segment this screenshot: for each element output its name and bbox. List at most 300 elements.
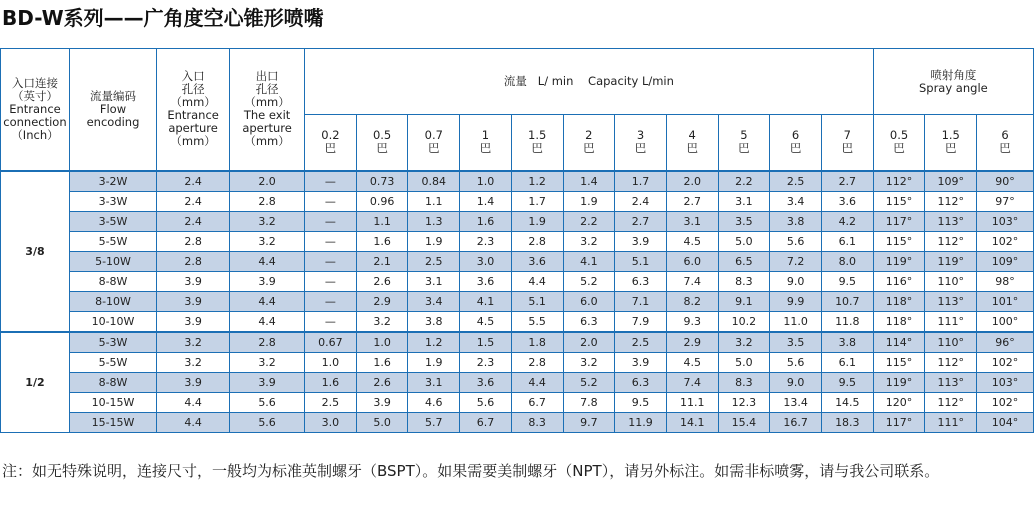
spray-angle: 113° — [925, 291, 977, 311]
flow-code: 3-3W — [69, 191, 156, 211]
header-exit-aperture — [230, 49, 305, 171]
flow-value: 0.84 — [408, 171, 460, 192]
pressure-value: 0.2 — [321, 128, 340, 143]
pressure-value: 0.7 — [424, 128, 443, 143]
spray-angle: 115° — [873, 191, 925, 211]
flow-value: 6.3 — [563, 311, 615, 332]
flow-value: 1.2 — [511, 171, 563, 192]
spray-angle: 96° — [977, 332, 1034, 353]
flow-value: — — [305, 231, 357, 251]
flow-value: 2.6 — [356, 271, 408, 291]
flow-value: 2.7 — [666, 191, 718, 211]
table-row — [1, 352, 1034, 372]
pressure-value: 6 — [1001, 128, 1009, 143]
flow-value: 3.9 — [356, 392, 408, 412]
spray-angle: 103° — [977, 372, 1034, 392]
flow-code: 10-10W — [69, 311, 156, 332]
flow-pressure-header — [408, 115, 460, 171]
flow-value: 9.0 — [770, 372, 822, 392]
exit_aperture-line: 孔径 — [255, 82, 279, 97]
flow-pressure-header — [615, 115, 667, 171]
table-row — [1, 332, 1034, 353]
flow-value: 1.0 — [460, 171, 512, 192]
pressure-unit: 巴 — [841, 141, 854, 156]
exit_aperture-line: （mm） — [244, 134, 290, 149]
flow-value: 3.4 — [408, 291, 460, 311]
pressure-unit: 巴 — [893, 141, 905, 156]
flow-value: 10.2 — [718, 311, 770, 332]
flow-value: — — [305, 191, 357, 211]
flow-value: 0.73 — [356, 171, 408, 192]
flow-value: 6.0 — [563, 291, 615, 311]
pressure-unit: 巴 — [583, 141, 595, 156]
flow-value: 3.5 — [718, 211, 770, 231]
flow-value: 2.3 — [460, 231, 512, 251]
flow-value: 4.5 — [460, 311, 512, 332]
spray-angle: 112° — [925, 231, 977, 251]
pressure-value: 7 — [843, 128, 851, 143]
flow-value: 5.1 — [615, 251, 667, 271]
inlet-line: Entrance — [9, 101, 61, 116]
spray-angle: 112° — [925, 352, 977, 372]
flow-value: 2.5 — [770, 171, 822, 192]
flow-value: 2.7 — [615, 211, 667, 231]
pressure-value: 2 — [585, 128, 593, 143]
flow-value: 2.9 — [666, 332, 718, 353]
spray-angle: 110° — [925, 332, 977, 353]
pressure-unit: 巴 — [944, 141, 957, 156]
flow-value: 2.9 — [356, 291, 408, 311]
pressure-value: 3 — [636, 128, 645, 143]
exit-aperture: 5.6 — [230, 412, 305, 432]
spray-angle: 101° — [977, 291, 1034, 311]
inlet-line: （Inch） — [11, 127, 59, 142]
flow-value: 4.5 — [666, 231, 718, 251]
header-inlet — [1, 49, 70, 171]
table-row — [1, 291, 1034, 311]
spray-angle: 119° — [873, 251, 925, 271]
spray-angle: 102° — [977, 392, 1034, 412]
flow-value: 6.1 — [821, 352, 873, 372]
inlet-size: 3/8 — [1, 171, 70, 332]
pressure-value: 5 — [740, 128, 748, 143]
flow-value: 1.7 — [615, 171, 667, 192]
header-flow: 流量 L/ min Capacity L/min — [305, 49, 874, 115]
spray-angle: 119° — [873, 372, 925, 392]
exit-aperture: 3.2 — [230, 231, 305, 251]
flow-pressure-header — [563, 115, 615, 171]
flow-value: 6.0 — [666, 251, 718, 271]
exit-aperture: 5.6 — [230, 392, 305, 412]
entrance-aperture: 3.2 — [157, 332, 230, 353]
spec-table — [0, 48, 1034, 433]
spray-angle: 120° — [873, 392, 925, 412]
pressure-unit: 巴 — [531, 141, 543, 156]
pressure-unit: 巴 — [686, 141, 698, 156]
entrance-aperture: 2.4 — [157, 211, 230, 231]
pressure-unit: 巴 — [634, 141, 647, 156]
flow-value: — — [305, 251, 357, 271]
flow_code-line: encoding — [86, 114, 140, 129]
exit-aperture: 3.9 — [230, 372, 305, 392]
pressure-value: 1.5 — [941, 128, 960, 143]
spray-angle: 114° — [873, 332, 925, 353]
pressure-value: 6 — [791, 128, 800, 143]
flow-pressure-header — [821, 115, 873, 171]
flow-value: 13.4 — [770, 392, 822, 412]
angle-pressure-header — [873, 115, 925, 171]
flow-value: 9.1 — [718, 291, 770, 311]
spray-angle: 109° — [977, 251, 1034, 271]
exit-aperture: 3.2 — [230, 352, 305, 372]
flow-value: 3.9 — [615, 231, 667, 251]
pressure-value: 0.5 — [372, 128, 392, 143]
flow-value: 4.1 — [460, 291, 512, 311]
spray-angle: 112° — [925, 191, 977, 211]
exit_aperture-line: aperture — [242, 121, 292, 136]
flow-value: — — [305, 211, 357, 231]
flow-value: 2.5 — [408, 251, 460, 271]
exit_aperture-line: 出口 — [255, 69, 279, 84]
footnote: 注：如无特殊说明，连接尺寸，一般均为标准英制螺牙（BSPT）。如果需要美制螺牙（NPT），请另外标注。如需非标喷雾，请与我公司联系。 — [2, 462, 940, 480]
pressure-unit: 巴 — [999, 141, 1011, 156]
flow-value: 1.4 — [460, 191, 512, 211]
pressure-unit: 巴 — [789, 141, 802, 156]
flow-value: 3.6 — [821, 191, 873, 211]
flow-value: — — [305, 311, 357, 332]
flow-value: 6.3 — [615, 271, 667, 291]
flow-value: 3.1 — [718, 191, 770, 211]
flow-value: 3.6 — [511, 251, 563, 271]
flow-value: 8.3 — [718, 372, 770, 392]
flow-value: 8.0 — [821, 251, 873, 271]
flow-value: 7.8 — [563, 392, 615, 412]
entrance_aperture-line: （mm） — [170, 95, 216, 110]
flow-value: — — [305, 291, 357, 311]
flow-value: 5.0 — [718, 352, 770, 372]
spray-angle: 112° — [873, 171, 925, 192]
flow-value: 3.6 — [460, 271, 512, 291]
flow-value: 0.67 — [305, 332, 357, 353]
pressure-unit: 巴 — [479, 141, 492, 156]
flow-value: 5.6 — [770, 231, 822, 251]
entrance_aperture-line: Entrance — [167, 108, 219, 123]
flow-value: 2.0 — [666, 171, 718, 192]
spray-angle: 115° — [873, 352, 925, 372]
exit-aperture: 2.8 — [230, 191, 305, 211]
flow-pressure-header — [460, 115, 512, 171]
flow-code: 5-10W — [69, 251, 156, 271]
entrance-aperture: 3.9 — [157, 372, 230, 392]
flow-value: 3.4 — [770, 191, 822, 211]
entrance-aperture: 4.4 — [157, 412, 230, 432]
table-row — [1, 191, 1034, 211]
flow-value: 2.8 — [511, 352, 563, 372]
flow-value: 3.1 — [408, 271, 460, 291]
inlet-size: 1/2 — [1, 332, 70, 433]
exit_aperture-line: The exit — [243, 108, 291, 123]
flow-value: 12.3 — [718, 392, 770, 412]
flow-value: 3.1 — [666, 211, 718, 231]
entrance-aperture: 3.2 — [157, 352, 230, 372]
entrance_aperture-line: 孔径 — [181, 82, 205, 97]
header-entrance-aperture — [157, 49, 230, 171]
flow-value: 3.5 — [770, 332, 822, 353]
spray-angle: 97° — [977, 191, 1034, 211]
flow-pressure-header — [770, 115, 822, 171]
flow-value: 1.6 — [356, 231, 408, 251]
exit-aperture: 2.0 — [230, 171, 305, 192]
table-row — [1, 271, 1034, 291]
flow-value: 1.9 — [563, 191, 615, 211]
flow-value: 3.0 — [460, 251, 512, 271]
flow-value: 6.5 — [718, 251, 770, 271]
flow-value: 7.9 — [615, 311, 667, 332]
pressure-value: 0.5 — [889, 128, 909, 143]
pressure-value: 4 — [688, 128, 696, 143]
entrance-aperture: 3.9 — [157, 311, 230, 332]
exit-aperture: 2.8 — [230, 332, 305, 353]
flow-value: 6.1 — [821, 231, 873, 251]
flow-value: 1.9 — [408, 352, 460, 372]
entrance-aperture: 2.4 — [157, 171, 230, 192]
flow-value: 4.4 — [511, 372, 563, 392]
flow-value: 11.1 — [666, 392, 718, 412]
exit-aperture: 4.4 — [230, 291, 305, 311]
flow-value: 2.7 — [821, 171, 873, 192]
flow-value: 6.7 — [511, 392, 563, 412]
flow-value: 2.6 — [356, 372, 408, 392]
table-row — [1, 392, 1034, 412]
spray-angle: 111° — [925, 412, 977, 432]
table-row — [1, 211, 1034, 231]
flow-value: 9.5 — [615, 392, 667, 412]
table-row — [1, 251, 1034, 271]
flow-value: 6.7 — [460, 412, 512, 432]
flow-value: 1.1 — [356, 211, 408, 231]
flow-value: 3.6 — [460, 372, 512, 392]
flow-value: 1.9 — [511, 211, 563, 231]
flow-value: 3.8 — [821, 332, 873, 353]
flow-value: 3.9 — [615, 352, 667, 372]
flow-code: 3-2W — [69, 171, 156, 192]
spray-angle: 109° — [925, 171, 977, 192]
flow-value: 1.4 — [563, 171, 615, 192]
spray-angle: 118° — [873, 291, 925, 311]
spray-angle: 103° — [977, 211, 1034, 231]
flow-value: 11.0 — [770, 311, 822, 332]
entrance-aperture: 3.9 — [157, 291, 230, 311]
flow-value: 2.2 — [718, 171, 770, 192]
flow-value: 1.6 — [305, 372, 357, 392]
spray-angle: 119° — [925, 251, 977, 271]
flow-value: 2.3 — [460, 352, 512, 372]
flow-value: 2.5 — [615, 332, 667, 353]
spray-angle: 104° — [977, 412, 1034, 432]
flow-value: 3.0 — [305, 412, 357, 432]
spray-angle: 98° — [977, 271, 1034, 291]
entrance-aperture: 2.4 — [157, 191, 230, 211]
flow-value: 3.2 — [718, 332, 770, 353]
flow-value: 3.8 — [770, 211, 822, 231]
spray-angle: 112° — [925, 392, 977, 412]
flow-value: 3.8 — [408, 311, 460, 332]
flow-value: 18.3 — [821, 412, 873, 432]
spray-angle: 117° — [873, 211, 925, 231]
inlet-line: connection — [3, 114, 67, 129]
flow-value: 1.7 — [511, 191, 563, 211]
angle-pressure-header — [925, 115, 977, 171]
flow-value: 9.3 — [666, 311, 718, 332]
flow-value: 1.3 — [408, 211, 460, 231]
flow-pressure-header — [718, 115, 770, 171]
spray-angle: 102° — [977, 352, 1034, 372]
exit-aperture: 4.4 — [230, 251, 305, 271]
pressure-value: 1 — [481, 128, 490, 143]
flow-value: 7.1 — [615, 291, 667, 311]
flow-value: 8.3 — [511, 412, 563, 432]
flow-value: 1.5 — [460, 332, 512, 353]
flow-value: 3.2 — [563, 352, 615, 372]
flow-value: 8.2 — [666, 291, 718, 311]
spray-angle: 102° — [977, 231, 1034, 251]
flow-value: 9.7 — [563, 412, 615, 432]
spray-angle: 113° — [925, 211, 977, 231]
flow-value: 5.6 — [460, 392, 512, 412]
flow-code: 8-10W — [69, 291, 156, 311]
entrance-aperture: 2.8 — [157, 251, 230, 271]
pressure-value: 1.5 — [528, 128, 547, 143]
flow-pressure-header — [511, 115, 563, 171]
table-row — [1, 311, 1034, 332]
flow-pressure-header — [666, 115, 718, 171]
pressure-unit: 巴 — [428, 141, 440, 156]
flow-value: 5.2 — [563, 372, 615, 392]
flow-code: 15-15W — [69, 412, 156, 432]
flow-value: — — [305, 271, 357, 291]
flow-code: 5-3W — [69, 332, 156, 353]
flow-value: 6.3 — [615, 372, 667, 392]
entrance_aperture-line: （mm） — [170, 134, 216, 149]
table-row — [1, 412, 1034, 432]
exit-aperture: 4.4 — [230, 311, 305, 332]
flow-value: 14.5 — [821, 392, 873, 412]
spray-angle: 111° — [925, 311, 977, 332]
angle-pressure-header — [977, 115, 1034, 171]
spray-angle: 118° — [873, 311, 925, 332]
spray-angle: 115° — [873, 231, 925, 251]
flow-value: 3.1 — [408, 372, 460, 392]
flow-value: 5.6 — [770, 352, 822, 372]
flow-value: 1.9 — [408, 231, 460, 251]
flow-value: 9.5 — [821, 271, 873, 291]
flow-value: 3.2 — [563, 231, 615, 251]
flow-value: 5.1 — [511, 291, 563, 311]
flow-value: 4.4 — [511, 271, 563, 291]
flow-value: 1.8 — [511, 332, 563, 353]
flow-value: 7.2 — [770, 251, 822, 271]
flow-value: 9.0 — [770, 271, 822, 291]
exit-aperture: 3.2 — [230, 211, 305, 231]
flow-value: 5.0 — [718, 231, 770, 251]
inlet-line: 入口连接 — [11, 75, 58, 90]
flow-value: 5.0 — [356, 412, 408, 432]
flow-code: 3-5W — [69, 211, 156, 231]
spray-line: Spray angle — [918, 80, 988, 95]
flow-value: 2.5 — [305, 392, 357, 412]
flow-value: 14.1 — [666, 412, 718, 432]
flow-value: 1.1 — [408, 191, 460, 211]
spray-angle: 113° — [925, 372, 977, 392]
spray-angle: 90° — [977, 171, 1034, 192]
flow-value: 9.9 — [770, 291, 822, 311]
flow-code: 8-8W — [69, 271, 156, 291]
header-flow-code — [69, 49, 156, 171]
entrance-aperture: 3.9 — [157, 271, 230, 291]
entrance_aperture-line: aperture — [168, 121, 218, 136]
entrance-aperture: 4.4 — [157, 392, 230, 412]
flow-value: 2.0 — [563, 332, 615, 353]
flow-value: 5.5 — [511, 311, 563, 332]
exit-aperture: 3.9 — [230, 271, 305, 291]
flow-value: 1.0 — [305, 352, 357, 372]
flow-value: 16.7 — [770, 412, 822, 432]
pressure-unit: 巴 — [376, 141, 388, 156]
flow-value: — — [305, 171, 357, 192]
page-title: BD-W系列——广角度空心锥形喷嘴 — [2, 6, 324, 30]
flow-value: 1.2 — [408, 332, 460, 353]
flow-value: 9.5 — [821, 372, 873, 392]
spray-angle: 110° — [925, 271, 977, 291]
flow-value: 15.4 — [718, 412, 770, 432]
flow-value: 4.6 — [408, 392, 460, 412]
flow-value: 8.3 — [718, 271, 770, 291]
entrance-aperture: 2.8 — [157, 231, 230, 251]
flow-value: 11.8 — [821, 311, 873, 332]
table-row — [1, 231, 1034, 251]
flow-pressure-header — [356, 115, 408, 171]
flow-code: 5-5W — [69, 352, 156, 372]
flow-value: 3.2 — [356, 311, 408, 332]
flow-value: 2.8 — [511, 231, 563, 251]
header-spray-angle — [873, 49, 1033, 115]
inlet-line: （英寸） — [11, 88, 58, 103]
flow-value: 5.2 — [563, 271, 615, 291]
flow-code: 8-8W — [69, 372, 156, 392]
spray-angle: 100° — [977, 311, 1034, 332]
flow_code-line: Flow — [99, 101, 127, 116]
flow-value: 4.2 — [821, 211, 873, 231]
flow-value: 5.7 — [408, 412, 460, 432]
flow-code: 10-15W — [69, 392, 156, 412]
flow-value: 10.7 — [821, 291, 873, 311]
flow-value: 1.6 — [460, 211, 512, 231]
spray-angle: 116° — [873, 271, 925, 291]
flow-code: 5-5W — [69, 231, 156, 251]
table-row — [1, 372, 1034, 392]
flow-value: 1.6 — [356, 352, 408, 372]
spray-line: 喷射角度 — [930, 67, 977, 82]
flow-value: 4.1 — [563, 251, 615, 271]
flow-value: 2.4 — [615, 191, 667, 211]
flow-value: 7.4 — [666, 372, 718, 392]
flow-value: 2.1 — [356, 251, 408, 271]
flow-value: 0.96 — [356, 191, 408, 211]
flow-value: 2.2 — [563, 211, 615, 231]
flow-pressure-header — [305, 115, 357, 171]
flow_code-line: 流量编码 — [90, 88, 136, 103]
exit_aperture-line: （mm） — [244, 95, 290, 110]
